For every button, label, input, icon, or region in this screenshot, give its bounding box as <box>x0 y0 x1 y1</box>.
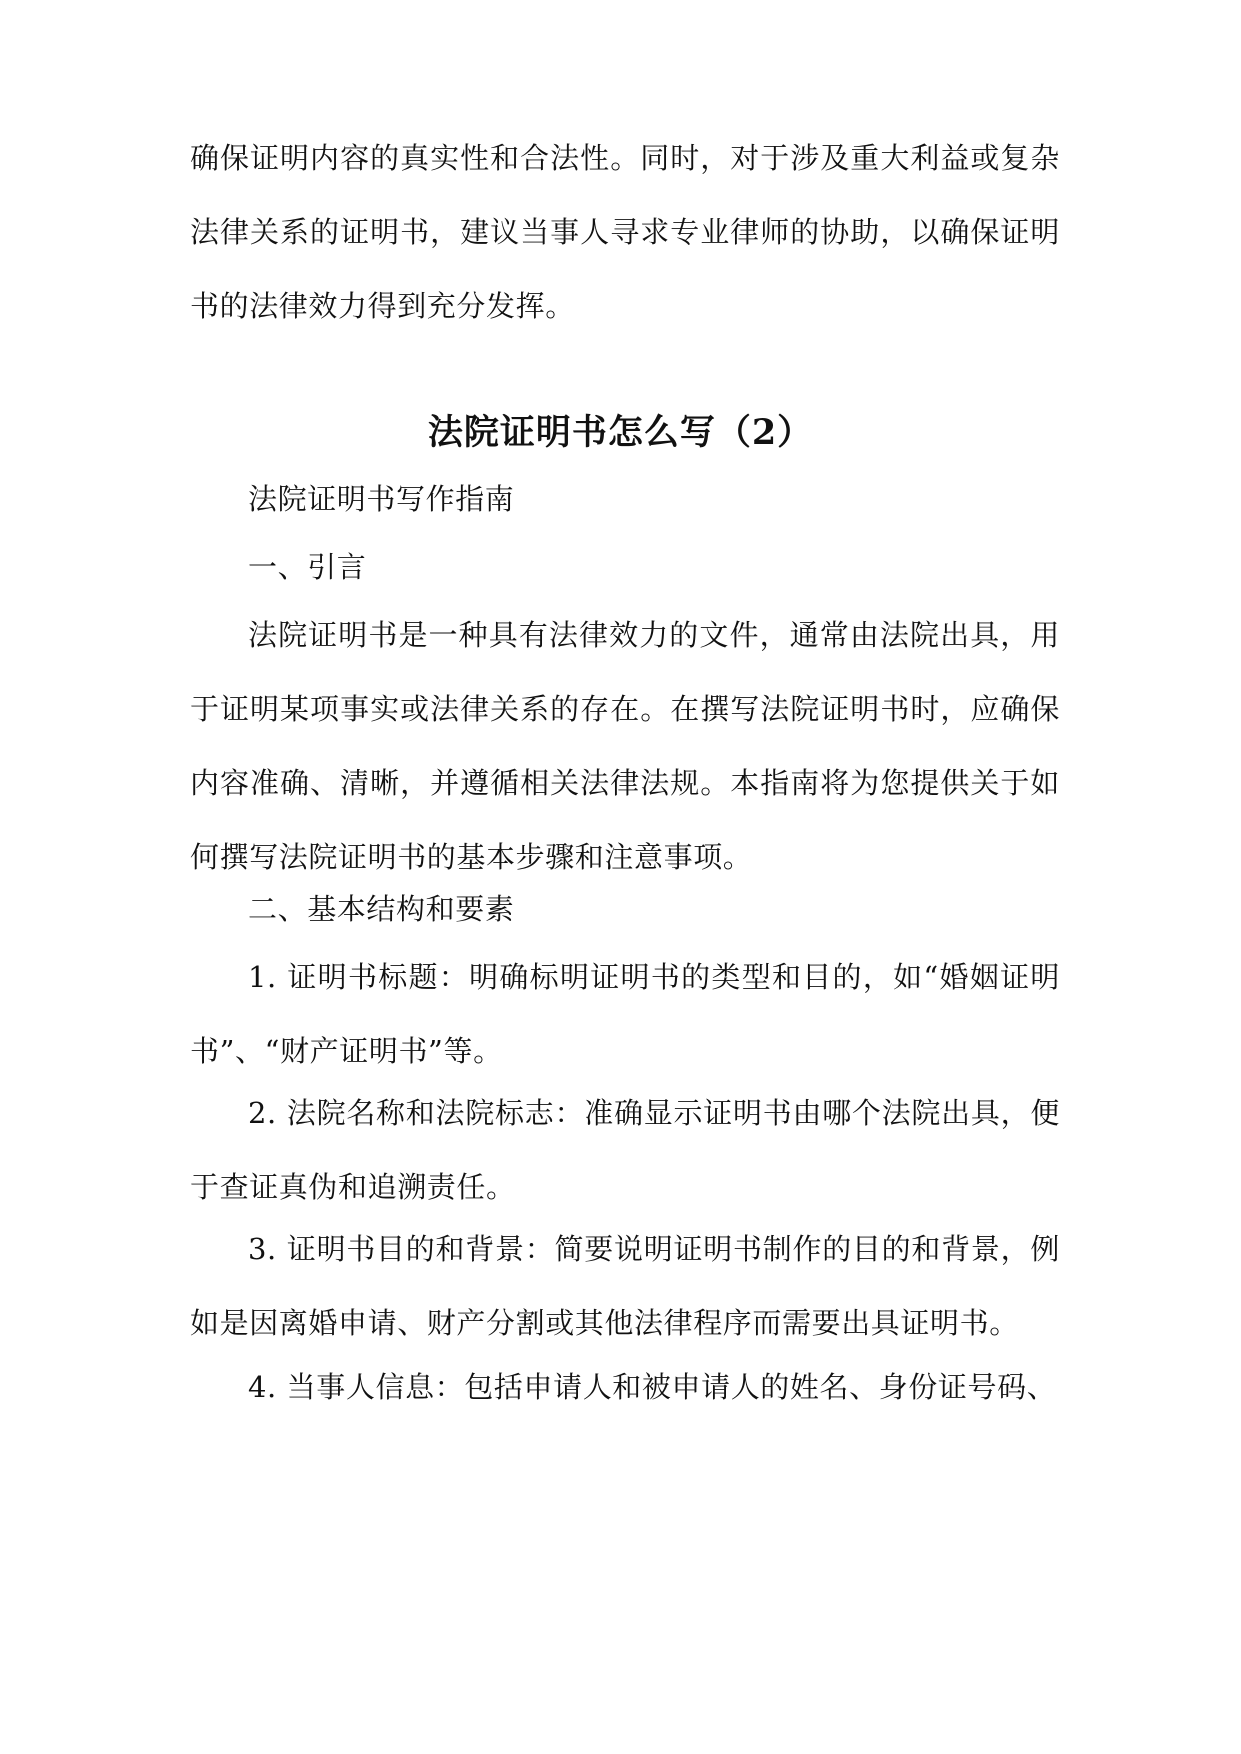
intro-body-paragraph: 法院证明书是一种具有法律效力的文件，通常由法院出具，用于证明某项事实或法律关系的存在。在撰写法院证明书时，应确保内容准确、清晰，并遵循相关法律法规。本指南将为您提供关于如何撰写法院证明书的基本步骤和注意事项。 <box>190 618 1060 874</box>
list-item: 2. 法院名称和法院标志：准确显示证明书由哪个法院出具，便于查证真伪和追溯责任。 <box>190 1096 1060 1204</box>
intro-paragraph: 确保证明内容的真实性和合法性。同时，对于涉及重大利益或复杂法律关系的证明书，建议当事人寻求专业律师的协助，以确保证明书的法律效力得到充分发挥。 <box>190 141 1060 323</box>
heading-structure: 二、基本结构和要素 <box>248 892 515 926</box>
list-item: 4. 当事人信息：包括申请人和被申请人的姓名、身份证号码、 <box>248 1370 1057 1404</box>
list-item: 3. 证明书目的和背景：简要说明证明书制作的目的和背景，例如是因离婚申请、财产分割或其他法律程序而需要出具证明书。 <box>190 1232 1060 1340</box>
heading-introduction: 一、引言 <box>248 550 367 584</box>
section-title: 法院证明书怎么写（2） <box>427 412 814 453</box>
guide-title: 法院证明书写作指南 <box>248 482 515 516</box>
list-item: 1. 证明书标题：明确标明证明书的类型和目的，如“婚姻证明书”、“财产证明书”等。 <box>190 960 1060 1068</box>
